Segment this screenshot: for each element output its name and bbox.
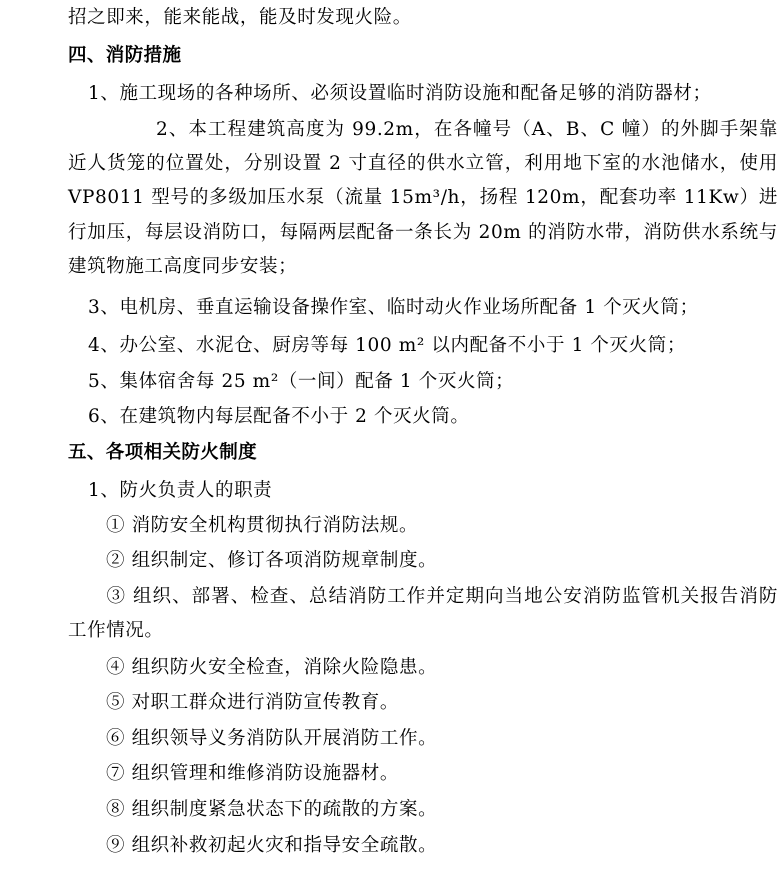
- duty-item: ⑥ 组织领导义务消防队开展消防工作。: [106, 728, 438, 749]
- section-5-subheading: 1、防火负责人的职责: [88, 480, 273, 501]
- section-5-heading: 五、各项相关防火制度: [68, 442, 258, 463]
- section-4-item-4: 4、办公室、水泥仓、厨房等每 100 m² 以内配备不小于 1 个灭火筒；: [88, 335, 686, 356]
- duty-item: ① 消防安全机构贯彻执行消防法规。: [106, 515, 419, 536]
- section-4-item-5: 5、集体宿舍每 25 m²（一间）配备 1 个灭火筒；: [88, 371, 515, 392]
- duty-item: ⑦ 组织管理和维修消防设施器材。: [106, 763, 399, 784]
- section-4-item-3: 3、电机房、垂直运输设备操作室、临时动火作业场所配备 1 个灭火筒；: [88, 297, 699, 318]
- section-4-item-1: 1、施工现场的各种场所、必须设置临时消防设施和配备足够的消防器材；: [88, 83, 712, 104]
- section-4-item-2-text: 2、本工程建筑高度为 99.2m，在各幢号（A、B、C 幢）的外脚手架靠近人货笼的位置处，分别设置 2 寸直径的供水立管，利用地下室的水池储水，使用 VP8011 型号的多级加压水泵（流量 15m³/h，扬程 120m，配套功率 11Kw）进行加压，每层设消防口，每隔两层配备一条长为 20m 的消防水带，消防供水系统与建筑物施工高度同步安装；: [68, 119, 778, 277]
- section-4-item-6: 6、在建筑物内每层配备不小于 2 个灭火筒。: [88, 406, 470, 427]
- duty-item: ⑨ 组织补救初起火灾和指导安全疏散。: [106, 835, 438, 856]
- duty-item: ④ 组织防火安全检查，消除火险隐患。: [106, 657, 438, 678]
- intro-line: 招之即来，能来能战，能及时发现火险。: [68, 7, 412, 28]
- duty-item: ⑤ 对职工群众进行消防宣传教育。: [106, 692, 399, 713]
- section-4-item-2: [68, 113, 778, 284]
- section-4-heading: 四、消防措施: [68, 45, 182, 66]
- duty-item: ⑧ 组织制度紧急状态下的疏散的方案。: [106, 799, 438, 820]
- duty-item-3-text: ③ 组织、部署、检查、总结消防工作并定期向当地公安消防监管机关报告消防工作情况。: [68, 586, 778, 642]
- duty-item: ② 组织制定、修订各项消防规章制度。: [106, 550, 438, 571]
- duty-item: [68, 580, 778, 648]
